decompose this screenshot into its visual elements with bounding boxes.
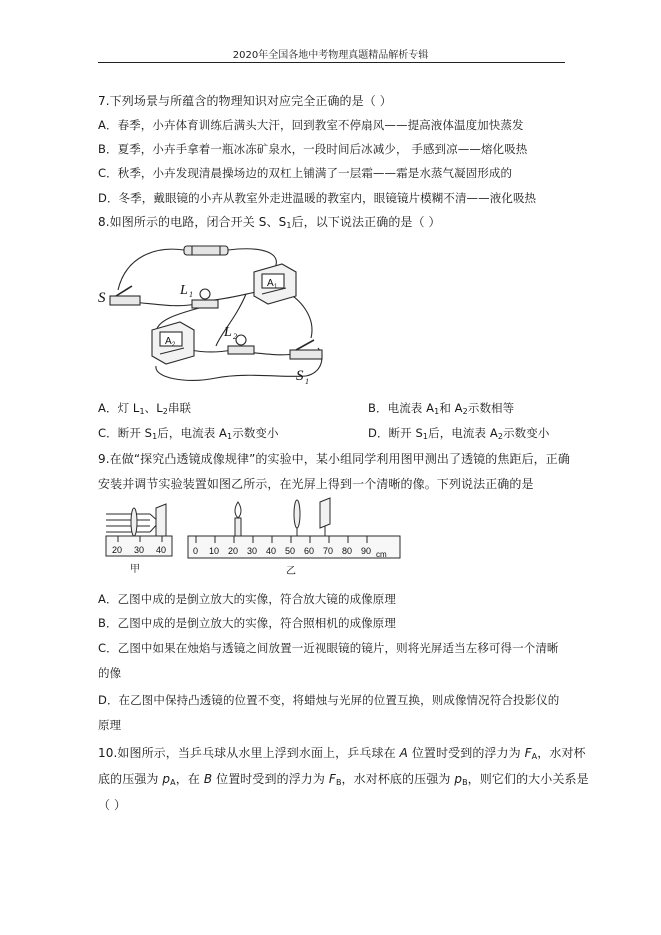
screen-yi: [320, 498, 330, 528]
q8-option-a: A．灯 $L_1$、$L_2$串联: [98, 401, 192, 416]
yi-unit: cm: [376, 550, 387, 559]
lamp-l2: [236, 335, 246, 345]
q9-option-d-line2: 原理: [98, 718, 122, 732]
circuit-figure: [96, 238, 336, 388]
label-l2: L: [224, 325, 232, 340]
q9-option-d-line1: D．在乙图中保持凸透镜的位置不变，将蜡烛与光屏的位置互换，则成像情况符合投影仪的: [98, 693, 560, 707]
q7-option-b: B．夏季，小卉手拿着一瓶冰冻矿泉水，一段时间后冰减少， 手感到凉——熔化吸热: [98, 142, 528, 156]
label-l2-sub: 2: [233, 332, 237, 341]
page-header: 2020年全国各地中考物理真题精品解析专辑: [232, 50, 429, 61]
q8-option-b: B．电流表 $A_1$和 $A_2$示数相等: [368, 401, 515, 416]
yi-tick-30: 30: [247, 546, 258, 556]
yi-tick-40: 40: [266, 546, 277, 556]
q9-option-a: A．乙图中成的是倒立放大的实像，符合放大镜的成像原理: [98, 592, 396, 606]
q9-stem-line2: 安装并调节实验装置如图乙所示，在光屏上得到一个清晰的像。下列说法正确的是: [98, 477, 534, 491]
jia-tick-30: 30: [134, 545, 145, 555]
q7-option-a: A．春季，小卉体育训练后满头大汗，回到教室不停扇风——提高液体温度加快蒸发: [98, 118, 524, 132]
lamp-l1-base: [192, 300, 218, 308]
label-a2: A: [165, 336, 172, 347]
yi-tick-20: 20: [228, 546, 239, 556]
q8-stem-prefix: 8.如图所示的电路，闭合开关 S、S: [98, 215, 287, 229]
wire: [191, 350, 232, 352]
jia-tick-20: 20: [112, 545, 123, 555]
jia-caption: 甲: [130, 564, 140, 575]
figure-jia: [104, 500, 176, 580]
q10-answer-blank: （ ）: [98, 798, 127, 812]
candle: [235, 518, 241, 536]
lamp-l2-base: [228, 346, 254, 354]
lens-yi: [294, 500, 300, 528]
q7-option-d: D．冬季，戴眼镜的小卉从教室外走进温暖的教室内，眼镜镜片模糊不清——液化吸热: [98, 191, 537, 205]
switch-s: [110, 296, 140, 305]
q9-option-c-line1: C．乙图中如果在烛焰与透镜之间放置一近视眼镜的镜片，则将光屏适当左移可得一个清晰: [98, 641, 559, 655]
yi-tick-60: 60: [304, 546, 315, 556]
wire: [132, 302, 196, 306]
q9-option-c-line2: 的像: [98, 666, 122, 680]
wire: [214, 292, 256, 300]
label-s1: S: [296, 368, 304, 384]
battery: [184, 246, 228, 255]
lamp-l1: [200, 289, 210, 299]
label-l1: L: [180, 283, 188, 298]
q8-stem: [98, 213, 441, 230]
yi-tick-50: 50: [285, 546, 296, 556]
yi-tick-70: 70: [323, 546, 334, 556]
q8-stem-suffix: 后，以下说法正确的是（ ）: [291, 215, 441, 229]
q7-option-c: C．秋季，小卉发现清晨操场边的双杠上铺满了一层霜——霜是水蒸气凝固形成的: [98, 166, 513, 180]
q8-stem-sub: 1: [286, 221, 292, 230]
yi-tick-80: 80: [342, 546, 353, 556]
q10-line2: 底的压强为 $p_A$，在 B 位置时受到的浮力为 $F_B$，水对杯底的压强为 $p_B$，则它们的大小关系是: [98, 772, 589, 787]
figure-yi: [186, 496, 406, 582]
q8-option-c: C．断开 $S_1$后，电流表 $A_1$示数变小: [98, 426, 279, 441]
jia-tick-40: 40: [156, 545, 167, 555]
label-a2-sub: 2: [172, 342, 176, 348]
label-l1-sub: 1: [189, 290, 193, 299]
q9-option-b: B．乙图中成的是倒立放大的实像，符合照相机的成像原理: [98, 616, 396, 630]
yi-tick-90: 90: [361, 546, 372, 556]
wire: [156, 366, 306, 380]
lens-jia: [131, 508, 137, 536]
q10-line1: 10.如图所示，当乒乓球从水里上浮到水面上，乒乓球在 A 位置时受到的浮力为 $F_A$，水对杯: [98, 746, 586, 761]
q7-stem: 7.下列场景与所蕴含的物理知识对应完全正确的是（ ）: [98, 94, 392, 108]
wire: [118, 249, 184, 290]
wire: [228, 249, 276, 270]
switch-s1: [290, 350, 322, 359]
yi-caption: 乙: [286, 566, 296, 577]
q9-stem-line1: 9.在做“探究凸透镜成像规律”的实验中，某小组同学利用图甲测出了透镜的焦距后，正确: [98, 452, 570, 466]
yi-tick-10: 10: [209, 546, 220, 556]
candle-flame: [235, 502, 241, 518]
header-rule: [98, 62, 565, 63]
label-a1: A: [267, 278, 274, 289]
label-s: S: [98, 290, 106, 306]
yi-tick-0: 0: [193, 546, 199, 556]
q8-option-d: D．断开 $S_1$后，电流表 $A_2$示数变小: [368, 426, 550, 441]
screen-jia: [156, 504, 166, 540]
label-s1-sub: 1: [305, 377, 309, 386]
label-a1-sub: 1: [274, 284, 278, 290]
